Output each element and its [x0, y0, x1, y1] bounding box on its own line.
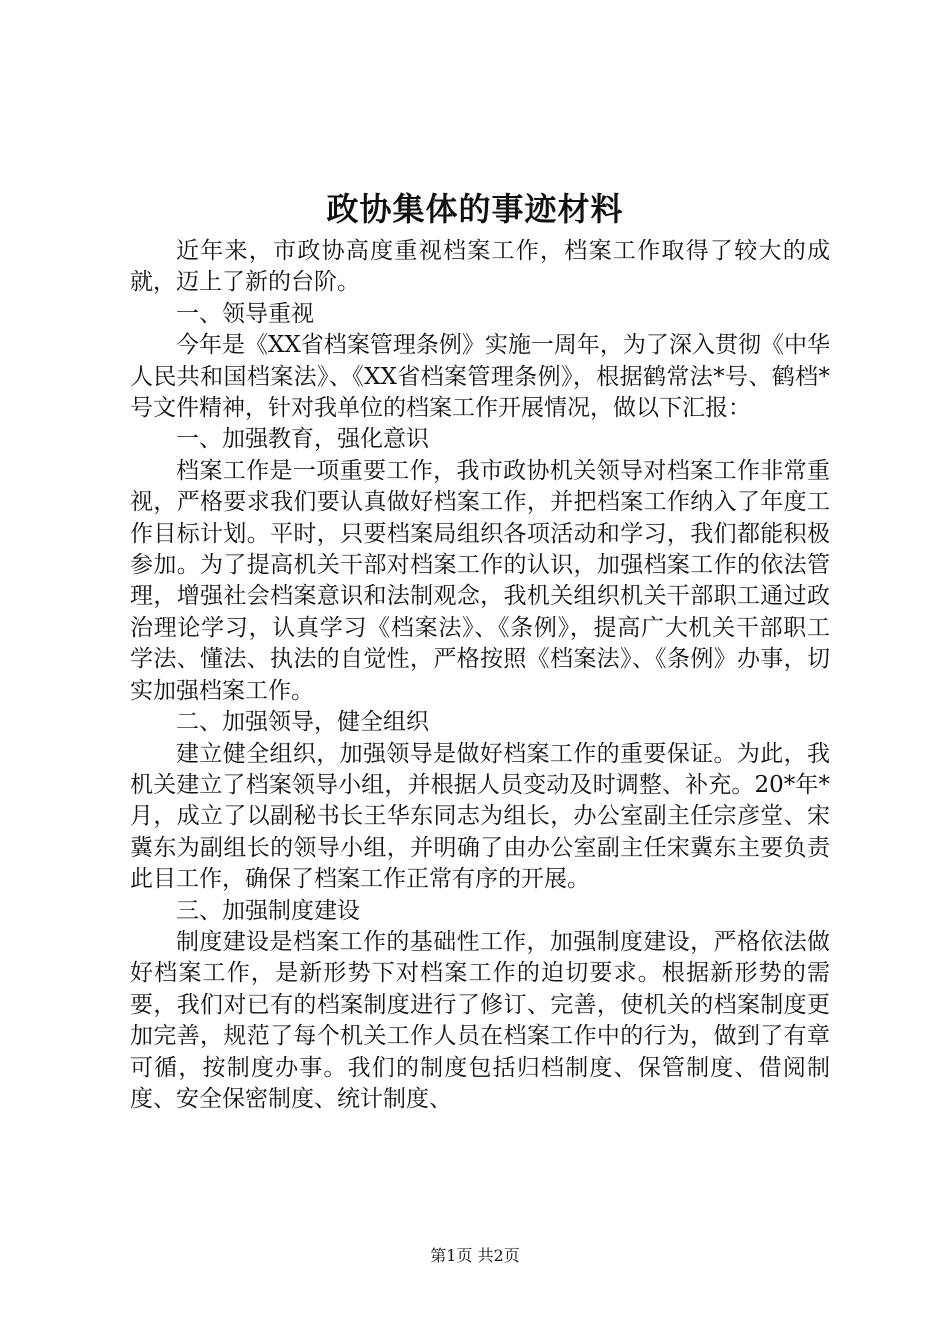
- page-number-footer: 第1页 共2页: [430, 1246, 520, 1265]
- paragraph: 制度建设是档案工作的基础性工作，加强制度建设，严格依法做好档案工作，是新形势下对档案工作的迫切要求。根据新形势的需要，我们对已有的档案制度进行了修订、完善，使机关的档案制度更加完善，规范了每个机关工作人员在档案工作中的行为，做到了有章可循，按制度办事。我们的制度包括归档制度、保管制度、借阅制度、安全保密制度、统计制度、: [130, 928, 830, 1112]
- section-heading: 三、加强制度建设: [176, 897, 360, 924]
- paragraph-intro: 近年来，市政协高度重视档案工作，档案工作取得了较大的成就，迈上了新的台阶。: [130, 238, 830, 296]
- paragraph: 建立健全组织，加强领导是做好档案工作的重要保证。为此，我机关建立了档案领导小组，并根据人员变动及时调整、补充。20*年*月，成立了以副秘书长王华东同志为组长，办公室副主任宗彦堂、宋冀东为副组长的领导小组，并明确了由办公室副主任宋冀东主要负责此目工作，确保了档案工作正常有序的开展。: [130, 740, 830, 893]
- section-heading: 一、加强教育，强化意识: [176, 426, 429, 453]
- section-heading: 一、领导重视: [176, 300, 314, 327]
- document-body: [130, 236, 830, 1115]
- document-title: 政协集体的事迹材料: [326, 190, 624, 228]
- paragraph: 今年是《XX省档案管理条例》实施一周年，为了深入贯彻《中华人民共和国档案法》、《XX省档案管理条例》，根据鹤常法*号、鹤档*号文件精神，针对我单位的档案工作开展情况，做以下汇报：: [130, 332, 830, 422]
- paragraph: 档案工作是一项重要工作，我市政协机关领导对档案工作非常重视，严格要求我们要认真做好档案工作，并把档案工作纳入了年度工作目标计划。平时，只要档案局组织各项活动和学习，我们都能积极参加。为了提高机关干部对档案工作的认识，加强档案工作的依法管理，增强社会档案意识和法制观念，我机关组织机关干部职工通过政治理论学习，认真学习《档案法》、《条例》，提高广大机关干部职工学法、懂法、执法的自觉性，严格按照《档案法》、《条例》办事，切实加强档案工作。: [130, 457, 830, 704]
- section-heading: 二、加强领导，健全组织: [176, 709, 429, 736]
